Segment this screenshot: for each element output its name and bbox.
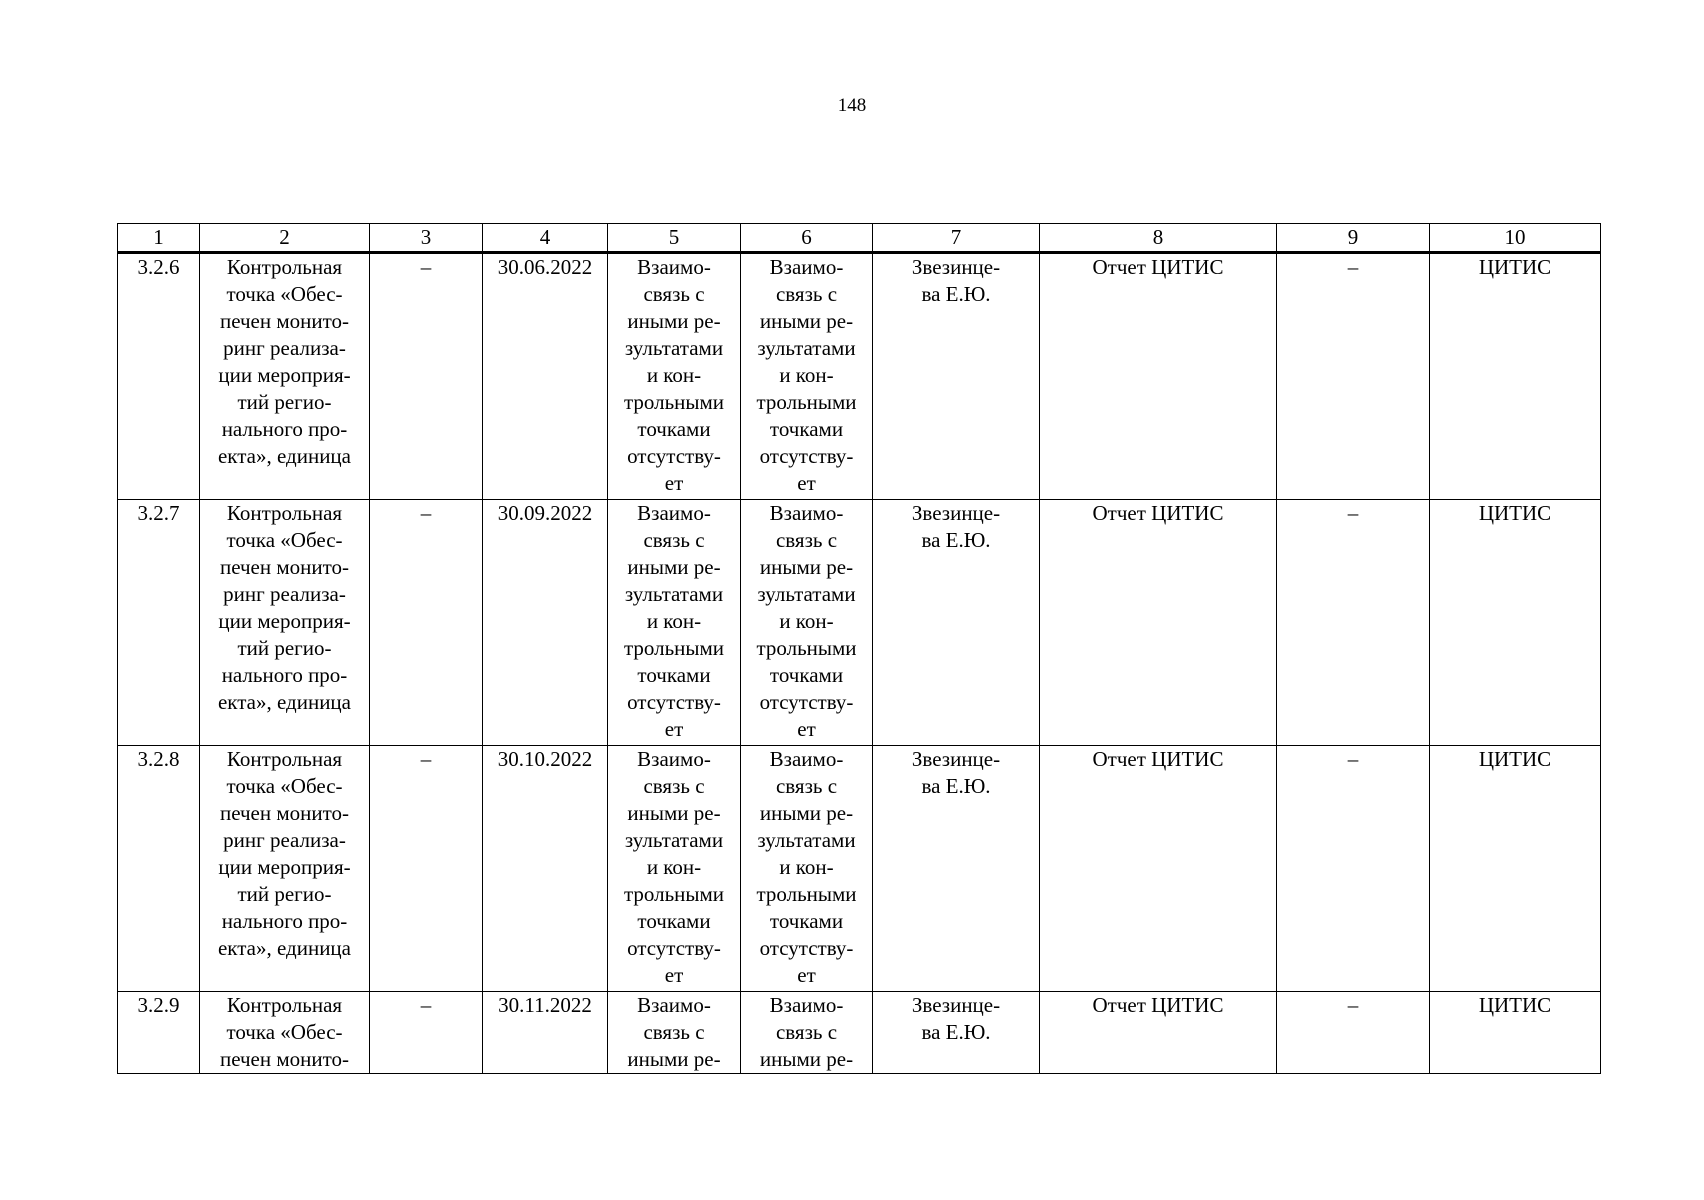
cell-text-line: ет — [797, 717, 816, 741]
cell-text-line: Контрольная — [226, 255, 343, 279]
cell-text-line: и кон- — [779, 363, 834, 387]
cell-text-line: Контрольная — [226, 993, 343, 1017]
cell-text-line: связь с — [643, 1020, 705, 1044]
cell-text-line: екта», единица — [217, 936, 351, 960]
column-header: 10 — [1430, 224, 1601, 253]
table-row — [118, 992, 1601, 1074]
cell-text-line: отсутству- — [759, 936, 854, 960]
cell-text-line: иными ре- — [759, 309, 854, 333]
cell-text-line: зультатами — [757, 582, 856, 606]
cell-text-line: тий регио- — [237, 636, 332, 660]
cell-text-line: зультатами — [624, 582, 724, 606]
cell-text-line: отсутству- — [627, 444, 721, 468]
column-header: 2 — [200, 224, 370, 253]
cell-text-line: ет — [664, 717, 684, 741]
cell-text-line: Контрольная — [226, 747, 343, 771]
cell-text-line: и кон- — [646, 855, 702, 879]
control-point-name-cell — [200, 992, 370, 1074]
cell-text-line: печен монито- — [219, 309, 350, 333]
control-point-name-cell — [200, 500, 370, 746]
cell-text-line: связь с — [775, 774, 838, 798]
cell-text-line: Взаимо- — [637, 255, 711, 279]
cell-text-line: трольными — [756, 390, 857, 414]
column-header: 3 — [370, 224, 483, 253]
predecessor-link-cell — [608, 500, 741, 746]
cell-text-line: нального про- — [221, 909, 348, 933]
cell-text-line: трольными — [623, 636, 725, 660]
cell-text-line: иными ре- — [759, 1047, 854, 1071]
responsible-person-cell — [873, 992, 1040, 1074]
cell-text-line: связь с — [643, 282, 705, 306]
cell-text-line: и кон- — [779, 609, 834, 633]
cell-text-line: иными ре- — [627, 555, 721, 579]
cell-text-line: трольными — [623, 882, 725, 906]
cell-text-line: иными ре- — [759, 555, 854, 579]
cell-text-line: Контрольная — [226, 501, 343, 525]
cell-text-line: зультатами — [757, 828, 856, 852]
column-3-cell: – — [370, 746, 483, 992]
result-document-cell: Отчет ЦИТИС — [1040, 992, 1277, 1074]
column-9-cell: – — [1277, 500, 1430, 746]
cell-text-line: Взаимо- — [769, 255, 844, 279]
cell-text-line: Звезинце- — [911, 501, 1001, 525]
cell-text-line: ринг реализа- — [223, 828, 346, 852]
table-row — [118, 253, 1601, 500]
cell-text-line: ринг реализа- — [223, 582, 346, 606]
cell-text-line: иными ре- — [627, 309, 721, 333]
cell-text-line: печен монито- — [219, 555, 350, 579]
deadline-date-cell: 30.11.2022 — [483, 992, 608, 1074]
column-header: 5 — [608, 224, 741, 253]
column-9-cell: – — [1277, 992, 1430, 1074]
organization-cell: ЦИТИС — [1430, 746, 1601, 992]
cell-text-line: связь с — [775, 282, 838, 306]
cell-text-line: екта», единица — [217, 444, 351, 468]
result-document-cell: Отчет ЦИТИС — [1040, 253, 1277, 500]
control-point-name-cell — [200, 746, 370, 992]
cell-text-line: ет — [664, 963, 684, 987]
cell-text-line: нального про- — [221, 417, 348, 441]
column-header: 4 — [483, 224, 608, 253]
organization-cell: ЦИТИС — [1430, 253, 1601, 500]
cell-text-line: нального про- — [221, 663, 348, 687]
column-header: 8 — [1040, 224, 1277, 253]
cell-text-line: Взаимо- — [637, 501, 711, 525]
cell-text-line: ет — [797, 471, 816, 495]
cell-text-line: точками — [769, 909, 844, 933]
cell-text-line: печен монито- — [219, 1047, 350, 1071]
responsible-person-cell — [873, 746, 1040, 992]
successor-link-cell — [741, 253, 873, 500]
cell-text-line: точка «Обес- — [226, 528, 343, 552]
cell-text-line: иными ре- — [759, 801, 854, 825]
column-9-cell: – — [1277, 253, 1430, 500]
cell-text-line: иными ре- — [627, 801, 721, 825]
result-document-cell: Отчет ЦИТИС — [1040, 500, 1277, 746]
result-document-cell: Отчет ЦИТИС — [1040, 746, 1277, 992]
cell-text-line: трольными — [756, 636, 857, 660]
row-number-cell: 3.2.7 — [118, 500, 200, 746]
cell-text-line: ва Е.Ю. — [921, 1020, 991, 1044]
column-header: 9 — [1277, 224, 1430, 253]
row-number-cell: 3.2.9 — [118, 992, 200, 1074]
cell-text-line: точками — [769, 663, 844, 687]
cell-text-line: и кон- — [779, 855, 834, 879]
cell-text-line: ет — [797, 963, 816, 987]
responsible-person-cell — [873, 253, 1040, 500]
cell-text-line: трольными — [623, 390, 725, 414]
cell-text-line: точками — [769, 417, 844, 441]
successor-link-cell — [741, 746, 873, 992]
cell-text-line: связь с — [643, 774, 705, 798]
cell-text-line: точками — [637, 663, 711, 687]
cell-text-line: зультатами — [757, 336, 856, 360]
cell-text-line: отсутству- — [759, 444, 854, 468]
cell-text-line: ринг реализа- — [223, 336, 346, 360]
cell-text-line: Взаимо- — [769, 747, 844, 771]
cell-text-line: Взаимо- — [769, 501, 844, 525]
cell-text-line: связь с — [643, 528, 705, 552]
cell-text-line: связь с — [775, 528, 838, 552]
cell-text-line: печен монито- — [219, 801, 350, 825]
predecessor-link-cell — [608, 253, 741, 500]
cell-text-line: точка «Обес- — [226, 774, 343, 798]
deadline-date-cell: 30.09.2022 — [483, 500, 608, 746]
cell-text-line: точками — [637, 417, 711, 441]
cell-text-line: ва Е.Ю. — [921, 282, 991, 306]
cell-text-line: ет — [664, 471, 684, 495]
cell-text-line: ции мероприя- — [218, 363, 351, 387]
successor-link-cell — [741, 992, 873, 1074]
column-3-cell: – — [370, 253, 483, 500]
table-row — [118, 746, 1601, 992]
deadline-date-cell: 30.10.2022 — [483, 746, 608, 992]
cell-text-line: Взаимо- — [637, 747, 711, 771]
predecessor-link-cell — [608, 992, 741, 1074]
cell-text-line: отсутству- — [627, 690, 721, 714]
column-9-cell: – — [1277, 746, 1430, 992]
cell-text-line: ции мероприя- — [218, 609, 351, 633]
organization-cell: ЦИТИС — [1430, 992, 1601, 1074]
cell-text-line: Звезинце- — [911, 993, 1001, 1017]
successor-link-cell — [741, 500, 873, 746]
cell-text-line: связь с — [775, 1020, 838, 1044]
column-3-cell: – — [370, 500, 483, 746]
cell-text-line: точками — [637, 909, 711, 933]
cell-text-line: зультатами — [624, 828, 724, 852]
cell-text-line: Звезинце- — [911, 747, 1001, 771]
column-header: 7 — [873, 224, 1040, 253]
page-number: 148 — [837, 95, 867, 116]
cell-text-line: отсутству- — [759, 690, 854, 714]
row-number-cell: 3.2.8 — [118, 746, 200, 992]
table-row — [118, 500, 1601, 746]
row-number-cell: 3.2.6 — [118, 253, 200, 500]
cell-text-line: тий регио- — [237, 390, 332, 414]
organization-cell: ЦИТИС — [1430, 500, 1601, 746]
cell-text-line: Взаимо- — [769, 993, 844, 1017]
column-3-cell: – — [370, 992, 483, 1074]
cell-text-line: ва Е.Ю. — [921, 774, 991, 798]
control-point-name-cell — [200, 253, 370, 500]
responsible-person-cell — [873, 500, 1040, 746]
predecessor-link-cell — [608, 746, 741, 992]
control-points-table — [117, 223, 1601, 1074]
deadline-date-cell: 30.06.2022 — [483, 253, 608, 500]
cell-text-line: Взаимо- — [637, 993, 711, 1017]
cell-text-line: отсутству- — [627, 936, 721, 960]
cell-text-line: ции мероприя- — [218, 855, 351, 879]
cell-text-line: иными ре- — [627, 1047, 721, 1071]
cell-text-line: точка «Обес- — [226, 282, 343, 306]
cell-text-line: трольными — [756, 882, 857, 906]
cell-text-line: Звезинце- — [911, 255, 1001, 279]
cell-text-line: ва Е.Ю. — [921, 528, 991, 552]
column-header: 1 — [118, 224, 200, 253]
cell-text-line: зультатами — [624, 336, 724, 360]
column-number-header-row — [118, 224, 1601, 253]
cell-text-line: екта», единица — [217, 690, 351, 714]
cell-text-line: и кон- — [646, 609, 702, 633]
cell-text-line: и кон- — [646, 363, 702, 387]
cell-text-line: тий регио- — [237, 882, 332, 906]
column-header: 6 — [741, 224, 873, 253]
cell-text-line: точка «Обес- — [226, 1020, 343, 1044]
